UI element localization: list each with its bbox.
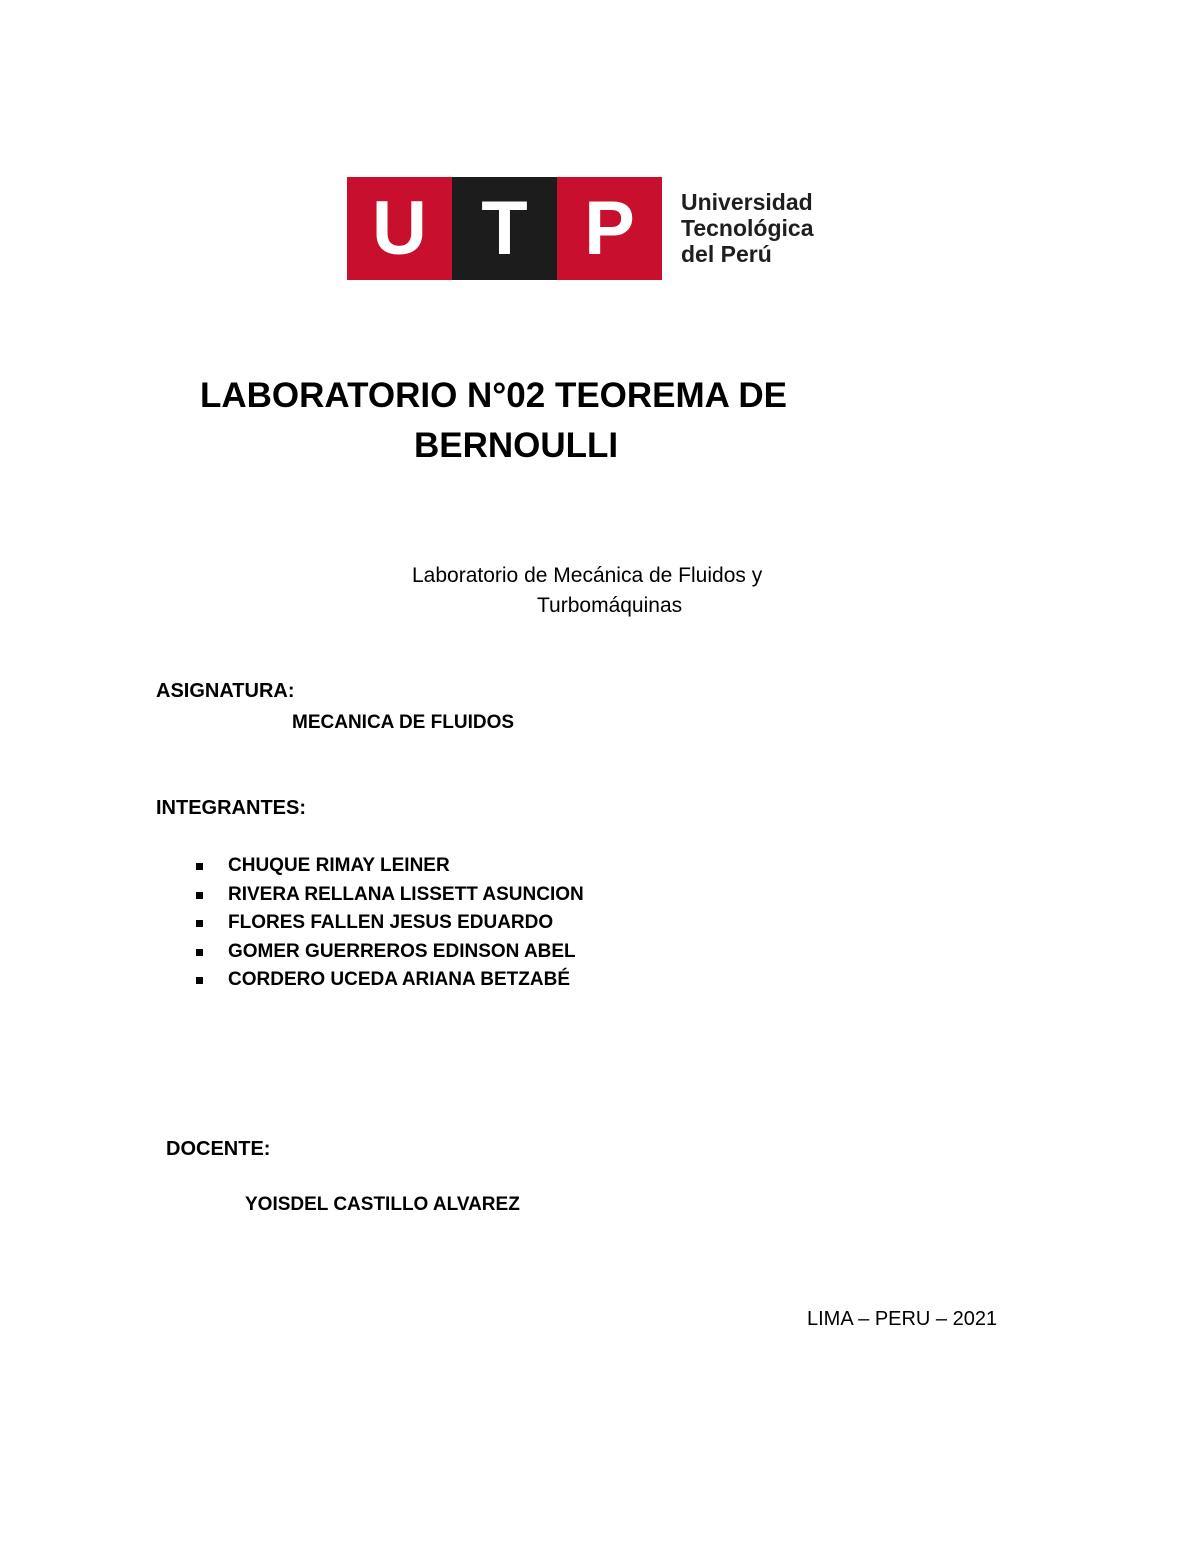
member-name: CORDERO UCEDA ARIANA BETZABÉ	[228, 969, 570, 990]
list-item	[190, 881, 584, 910]
logo-block-t	[452, 177, 557, 280]
logo-text-line-1: Universidad	[681, 189, 813, 215]
member-name: GOMER GUERREROS EDINSON ABEL	[228, 940, 576, 962]
square-bullet-icon	[196, 863, 203, 870]
place-date: LIMA – PERU – 2021	[807, 1308, 998, 1330]
docente-label: DOCENTE:	[166, 1138, 271, 1160]
members-list	[190, 852, 584, 995]
document-title-line-1: LABORATORIO N°02 TEOREMA DE	[200, 376, 788, 415]
logo-block-p	[557, 177, 662, 280]
document-title-line-2: BERNOULLI	[414, 426, 619, 465]
asignatura-value: MECANICA DE FLUIDOS	[292, 712, 515, 733]
logo-letter-t: T	[481, 185, 528, 271]
square-bullet-icon	[196, 892, 203, 899]
logo-block-u	[347, 177, 452, 280]
list-item	[190, 966, 584, 995]
member-name: CHUQUE RIMAY LEINER	[228, 855, 450, 876]
list-item	[190, 852, 584, 881]
list-item	[190, 938, 584, 967]
list-item	[190, 909, 584, 938]
utp-logo	[347, 177, 837, 280]
square-bullet-icon	[196, 949, 203, 956]
course-subtitle-line-1: Laboratorio de Mecánica de Fluidos y	[412, 564, 763, 587]
logo-letter-p: P	[584, 185, 635, 271]
logo-text-line-2: Tecnológica	[681, 215, 814, 241]
course-subtitle-line-2: Turbomáquinas	[537, 594, 683, 617]
logo-letter-u: U	[372, 185, 427, 271]
square-bullet-icon	[196, 920, 203, 927]
integrantes-label: INTEGRANTES:	[156, 797, 306, 819]
docente-value: YOISDEL CASTILLO ALVAREZ	[245, 1194, 520, 1215]
square-bullet-icon	[196, 977, 203, 984]
member-name: FLORES FALLEN JESUS EDUARDO	[228, 912, 554, 933]
logo-university-name	[681, 189, 841, 267]
logo-text-line-3: del Perú	[681, 241, 772, 267]
asignatura-label: ASIGNATURA:	[156, 680, 295, 702]
member-name: RIVERA RELLANA LISSETT ASUNCION	[228, 883, 584, 905]
